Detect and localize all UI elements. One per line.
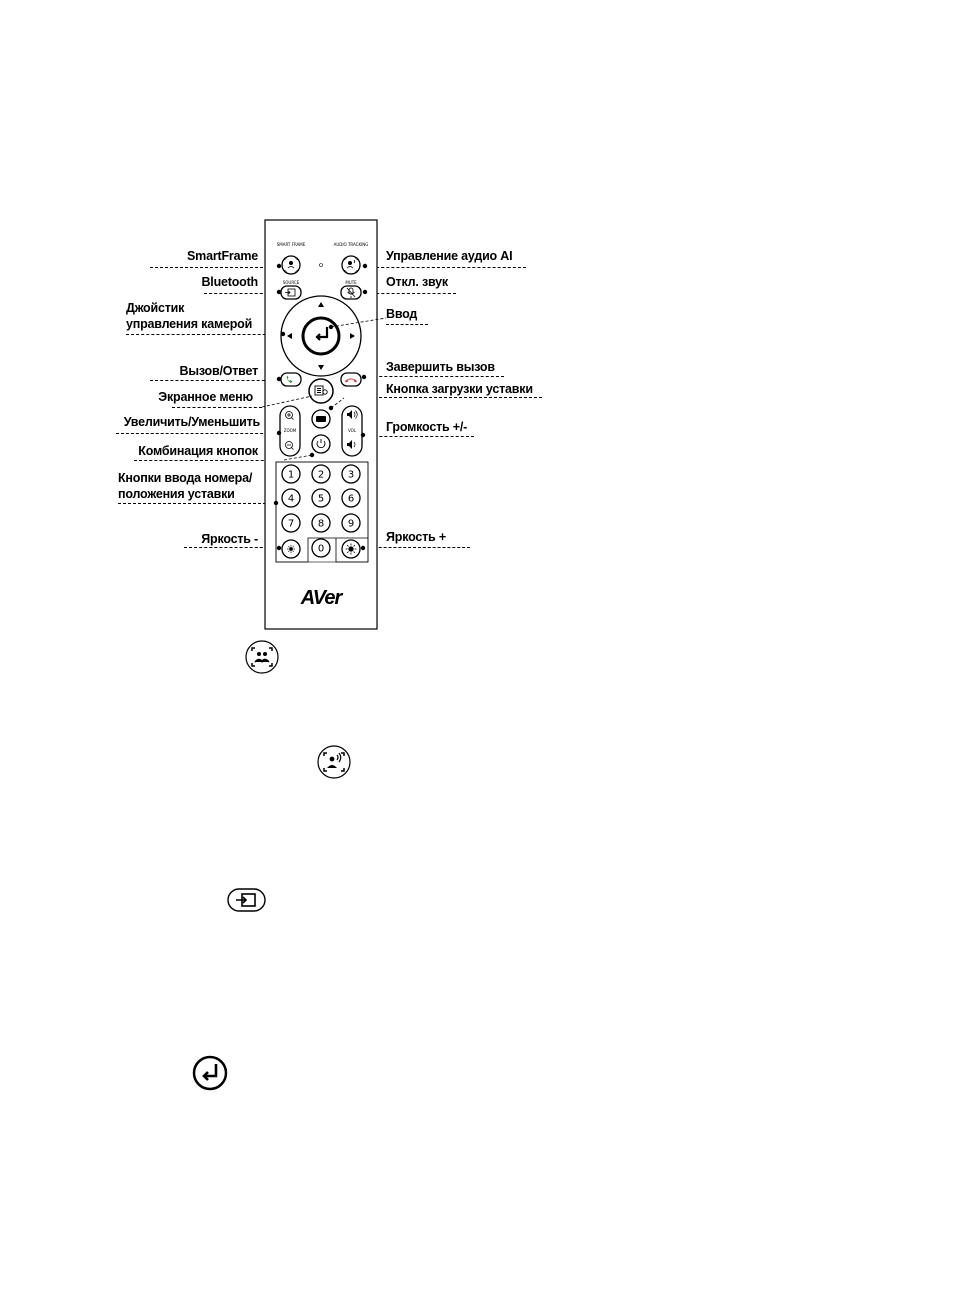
osd-menu-button: [309, 379, 333, 403]
label-zoom: Увеличить/Уменьшить: [123, 415, 260, 429]
mute-tiny-label: MUTE: [345, 280, 357, 285]
keypad-digit-0: 0: [317, 543, 325, 555]
label-end-call: Завершить вызов: [386, 360, 495, 374]
label-bright-minus: Яркость -: [201, 532, 258, 546]
enter-large-icon: [194, 1057, 226, 1089]
vol-tiny-label: VOL: [347, 428, 357, 433]
label-call: Вызов/Ответ: [179, 364, 258, 378]
label-joystick-1: Джойстик: [126, 301, 185, 315]
label-numbers-2: положения уставки: [118, 487, 235, 501]
keypad-digit-1: 1: [287, 469, 295, 481]
source-button: [281, 286, 301, 299]
camera-icon: [316, 416, 326, 422]
smartframe-large-icon: [246, 641, 278, 673]
label-smartframe: SmartFrame: [187, 249, 258, 263]
keypad-digit-7: 7: [287, 518, 295, 530]
label-joystick-2: управления камерой: [126, 317, 253, 331]
keypad-digit-2: 2: [317, 469, 325, 481]
keypad-digit-4: 4: [287, 493, 295, 505]
source-large-icon: [228, 889, 265, 911]
label-numbers-1: Кнопки ввода номера/: [118, 471, 253, 485]
smart-frame-tiny-label: SMART FRAME: [276, 242, 306, 247]
source-tiny-label: SOURCE: [282, 280, 300, 285]
label-osd: Экранное меню: [158, 390, 253, 404]
keypad-digit-9: 9: [347, 518, 355, 530]
keypad-digit-8: 8: [317, 518, 325, 530]
label-volume: Громкость +/-: [386, 420, 468, 434]
label-preset-load: Кнопка загрузки уставки: [386, 382, 533, 396]
label-enter: Ввод: [386, 307, 418, 321]
call-button: [281, 373, 301, 386]
label-bluetooth: Bluetooth: [201, 275, 258, 289]
audio-tracking-large-icon: [318, 746, 350, 778]
label-bright-plus: Яркость +: [386, 530, 446, 544]
label-mute: Откл. звук: [386, 275, 448, 289]
keypad-digit-3: 3: [347, 469, 355, 481]
label-combo: Комбинация кнопок: [138, 444, 258, 458]
keypad-digit-5: 5: [317, 493, 325, 505]
combination-button: [312, 435, 330, 453]
label-audio-ai: Управление аудио AI: [386, 249, 513, 263]
keypad-digit-6: 6: [347, 493, 355, 505]
audio-tracking-tiny-label: AUDIO TRACKING: [333, 242, 369, 247]
zoom-tiny-label: ZOOM: [283, 428, 297, 433]
brand-logo: AVer: [300, 587, 342, 609]
